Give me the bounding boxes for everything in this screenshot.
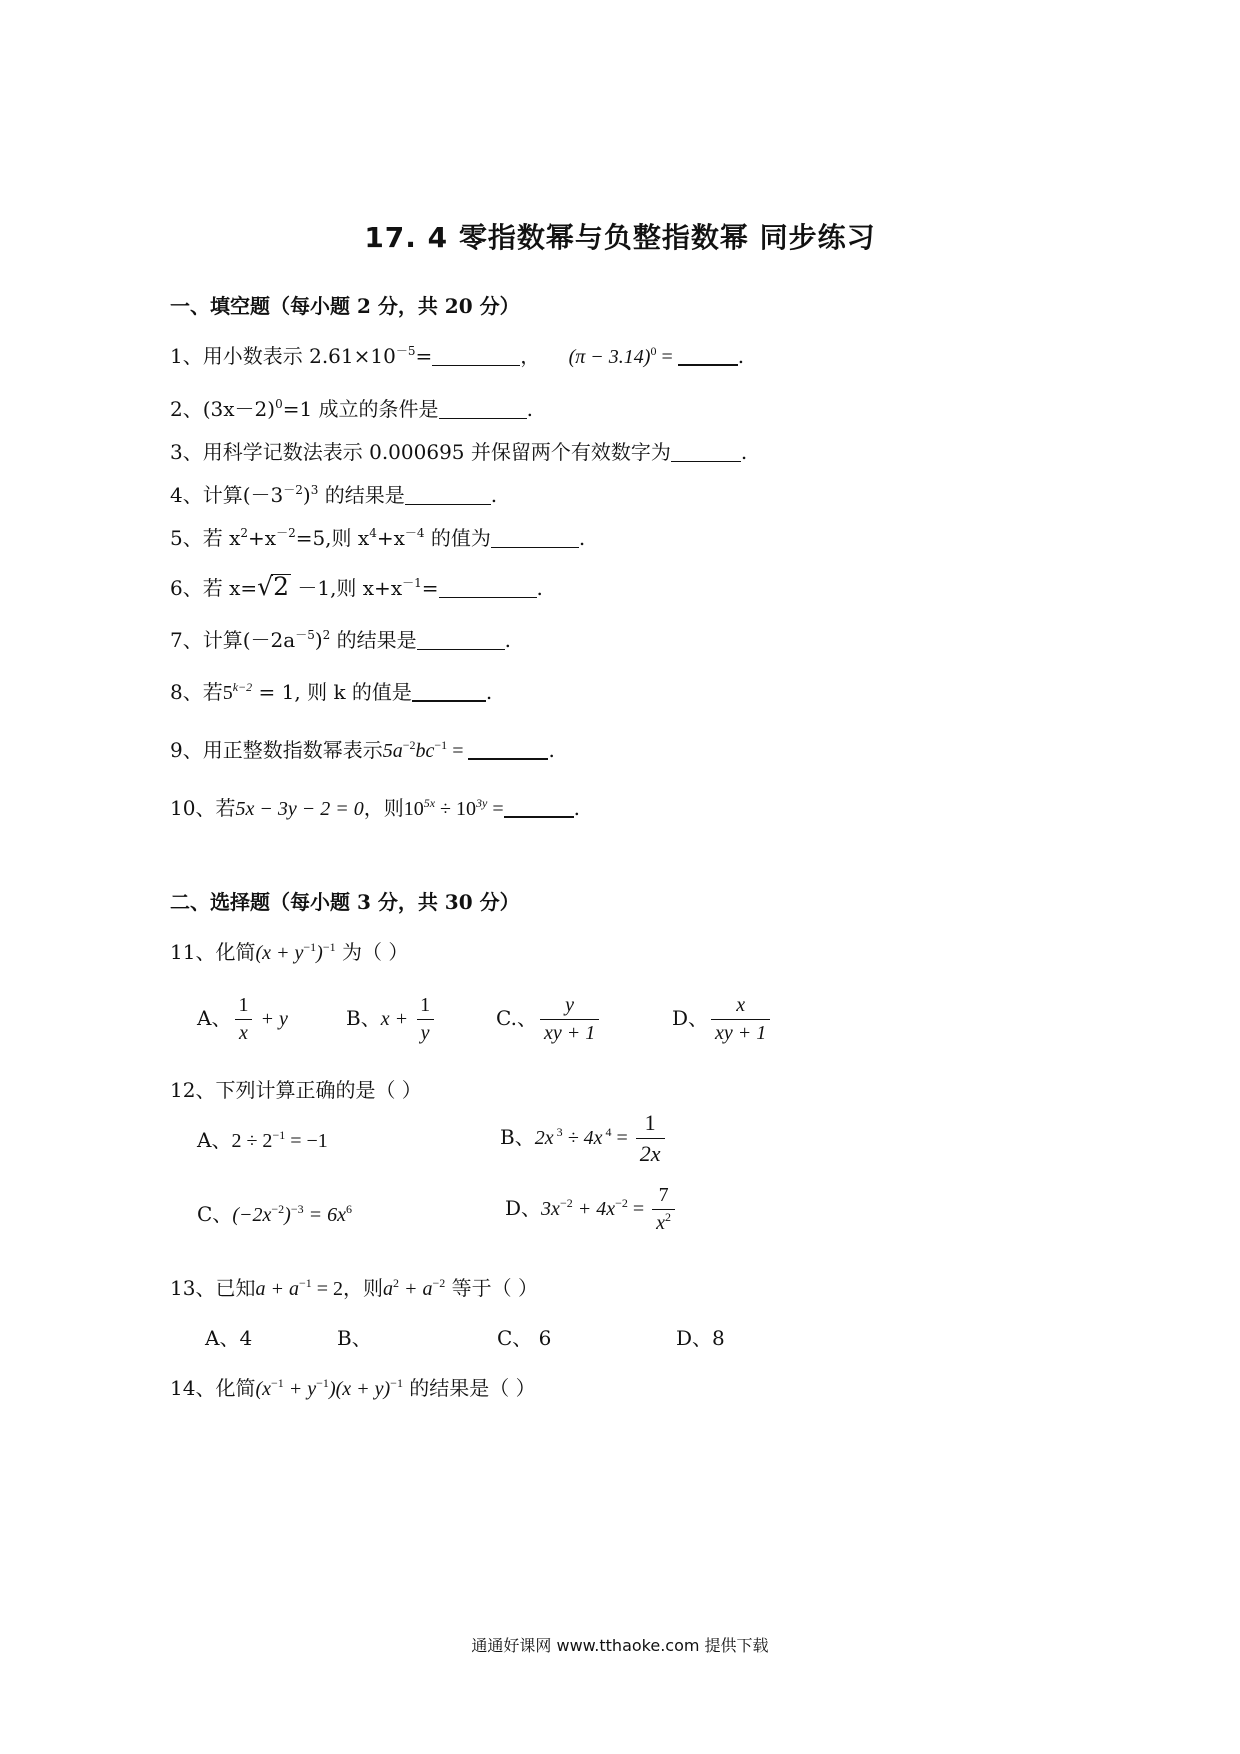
option-label: C.、 [496, 1006, 537, 1030]
option-13-c[interactable]: C、 6 [497, 1326, 552, 1350]
fraction [234, 994, 252, 1045]
answer-blank[interactable] [468, 740, 548, 760]
question-number: 13、 [170, 1276, 216, 1300]
exponent: −1 [322, 940, 336, 955]
answer-blank[interactable] [678, 346, 738, 366]
question-text: 的结果是 [330, 628, 417, 652]
question-number: 1、 [170, 344, 203, 368]
answer-blank[interactable] [417, 631, 505, 650]
denominator: y [417, 1019, 434, 1045]
page-title: 17. 4 零指数幂与负整指数幂 同步练习 [364, 221, 876, 254]
question-number: 4、 [170, 483, 203, 507]
option-label: B、 [346, 1006, 381, 1030]
section-choice-heading: 二、选择题（每小题 3 分，共 30 分） [170, 890, 520, 914]
question-text: 若 [202, 680, 223, 704]
question-5 [170, 522, 585, 551]
exponent: −2 [271, 1202, 285, 1217]
question-text: 的结果是（ ） [402, 1376, 536, 1400]
exponent: 4 [602, 1125, 612, 1140]
exponent: −1 [434, 738, 448, 753]
question-number: 12、 [170, 1078, 216, 1102]
question-text: 为（ ） [335, 940, 409, 964]
exponent: －5 [395, 344, 416, 359]
question-9 [170, 734, 555, 763]
question-number: 9、 [170, 738, 203, 762]
question-text: 的结果是 [318, 483, 405, 507]
question-7 [170, 624, 511, 653]
question-text: 计算(－3 [202, 483, 284, 507]
option-label: C、 [197, 1202, 233, 1226]
option-label: D、 [672, 1006, 709, 1030]
math-expression: 10 [403, 798, 424, 820]
question-text: ，则 [363, 796, 404, 820]
question-text: 用正整数指数幂表示 [202, 738, 383, 762]
question-text: 等于（ ） [445, 1276, 539, 1300]
option-12-a[interactable] [197, 1124, 328, 1153]
question-11 [170, 936, 408, 965]
period: . [536, 576, 543, 600]
question-text: +x [248, 526, 277, 550]
question-number: 2、 [170, 397, 203, 421]
math-equals: = [627, 1198, 650, 1220]
option-13-b[interactable]: B、 [337, 1326, 372, 1350]
math-expression: 10 [456, 798, 477, 820]
exponent: −1 [316, 1376, 329, 1391]
exponent: －2 [276, 526, 296, 541]
option-label: A、 [197, 1006, 232, 1030]
question-number: 3、 [170, 440, 203, 464]
exponent: 3 [553, 1125, 563, 1140]
question-text: 若 x [202, 526, 241, 550]
math-expression: ÷ 4x [562, 1127, 603, 1149]
question-number: 5、 [170, 526, 203, 550]
question-text: +x [376, 526, 405, 550]
period: . [490, 483, 498, 507]
option-label: A、 [197, 1128, 232, 1152]
option-label: D、 [505, 1196, 542, 1220]
math-expression: (−2x [232, 1204, 272, 1226]
exponent: −2 [432, 1276, 446, 1291]
question-number: 11、 [170, 940, 216, 964]
exponent: −3 [290, 1202, 304, 1217]
answer-blank[interactable] [432, 347, 520, 366]
math-expression: 2x [534, 1127, 554, 1149]
math-equals: = [611, 1127, 633, 1149]
answer-blank[interactable] [439, 579, 537, 598]
radicand: 2 [273, 572, 289, 601]
exponent: 4 [369, 526, 377, 541]
numerator: x [736, 994, 746, 1016]
question-number: 7、 [170, 628, 203, 652]
math-expression: a + a [255, 1278, 299, 1300]
question-text: 若 [215, 796, 236, 820]
exponent: 0 [275, 397, 283, 412]
period: . [740, 440, 748, 464]
exponent: 3y [476, 796, 488, 811]
question-13 [170, 1272, 538, 1301]
denominator: xy + 1 [711, 1019, 770, 1045]
denominator: xy + 1 [540, 1019, 599, 1045]
option-12-c[interactable] [197, 1198, 352, 1227]
math-expression: )(x + y) [328, 1378, 391, 1400]
question-6 [170, 572, 543, 601]
question-10 [170, 792, 580, 821]
math-expression: (x + y [255, 942, 304, 964]
exponent: −1 [272, 1128, 286, 1143]
answer-blank[interactable] [504, 798, 574, 818]
denominator [652, 1209, 675, 1235]
math-expression: 3x [541, 1198, 560, 1220]
math-expression: + y [283, 1378, 317, 1400]
denominator-base: x [656, 1212, 666, 1234]
question-number: 6、 [170, 576, 203, 600]
question-2 [170, 393, 533, 422]
numerator: y [565, 994, 575, 1016]
question-text: ) [314, 628, 323, 652]
option-label: B、 [500, 1125, 535, 1149]
exponent: －1 [402, 576, 422, 591]
math-equals: = [487, 798, 504, 820]
exponent: 0 [650, 344, 657, 359]
period: . [504, 628, 511, 652]
exponent: 2 [665, 1210, 672, 1225]
math-expression: a [383, 1278, 394, 1300]
exponent: －4 [404, 526, 425, 541]
question-text: 若 x= [202, 576, 258, 600]
question-text: 用科学记数法表示 0.000695 并保留两个有效数字为 [202, 440, 671, 464]
question-text: ，则 [343, 1276, 384, 1300]
question-text: 化简 [215, 940, 256, 964]
math-expression: ) [316, 942, 323, 964]
question-text: = [415, 344, 433, 368]
question-3 [170, 436, 747, 465]
option-11-c[interactable] [496, 994, 602, 1045]
denominator: x [235, 1019, 252, 1045]
math-expression: = 2 [311, 1278, 344, 1300]
math-expression: 5x − 3y − 2 = 0 [235, 798, 364, 820]
answer-blank[interactable] [405, 486, 491, 505]
answer-blank[interactable] [491, 529, 579, 548]
question-text: (3x－2) [202, 397, 276, 421]
exponent: −2 [559, 1196, 573, 1211]
square-root: √2 [257, 572, 289, 601]
question-text: 已知 [215, 1276, 256, 1300]
question-1 [170, 340, 744, 369]
math-expression: x + [380, 1008, 414, 1030]
exponent: −2 [402, 738, 416, 753]
option-11-a[interactable] [197, 994, 288, 1045]
fraction [416, 994, 434, 1045]
fraction [540, 994, 599, 1045]
section-fill-heading: 一、填空题（每小题 2 分，共 20 分） [170, 294, 520, 318]
question-number: 8、 [170, 680, 203, 704]
numerator: 7 [658, 1184, 669, 1206]
option-11-b[interactable] [346, 994, 437, 1045]
exponent: 6 [345, 1202, 352, 1217]
question-text: －1,则 x+x [290, 576, 403, 600]
exponent: 2 [240, 526, 249, 541]
math-operator: ÷ [435, 798, 457, 820]
math-expression: = 6x [303, 1204, 346, 1226]
question-text: = [421, 576, 439, 600]
math-expression: + 4x [572, 1198, 616, 1220]
fraction [711, 994, 770, 1045]
period: . [485, 680, 493, 704]
fraction [652, 1184, 675, 1235]
question-number: 10、 [170, 796, 216, 820]
period: . [578, 526, 586, 550]
math-expression: 5 [222, 682, 233, 704]
answer-blank[interactable] [439, 400, 527, 419]
question-14 [170, 1372, 536, 1401]
question-text: =5,则 x [295, 526, 370, 550]
fraction [636, 1110, 665, 1167]
question-text: =1 成立的条件是 [282, 397, 439, 421]
question-text: 的值为 [424, 526, 491, 550]
period: . [573, 796, 580, 820]
exponent: 3 [310, 483, 319, 498]
math-expression: ) [284, 1204, 291, 1226]
exponent: −1 [390, 1376, 403, 1391]
option-12-b[interactable] [500, 1110, 668, 1167]
question-4 [170, 479, 497, 508]
math-equals: = [447, 740, 469, 762]
question-number: 14、 [170, 1376, 216, 1400]
math-expression: (π − 3.14) [568, 346, 651, 368]
numerator: 1 [644, 1110, 656, 1135]
exponent: −1 [298, 1276, 312, 1291]
math-expression: + y [255, 1008, 288, 1030]
answer-blank[interactable] [412, 682, 486, 702]
exponent: －2 [283, 483, 303, 498]
question-text: 计算(－2a [202, 628, 296, 652]
exponent: 2 [322, 628, 331, 643]
answer-blank[interactable] [671, 443, 741, 462]
math-equals: = [656, 346, 678, 368]
question-12 [170, 1074, 422, 1103]
exponent: 2 [393, 1276, 400, 1291]
math-expression: + a [399, 1278, 433, 1300]
question-text: = 1, 则 k 的值是 [252, 680, 412, 704]
separator: ， [520, 344, 541, 368]
exponent: －5 [295, 628, 315, 643]
question-8 [170, 676, 492, 705]
math-expression: (x [255, 1378, 271, 1400]
option-11-d[interactable] [672, 994, 773, 1045]
period: . [526, 397, 533, 421]
option-12-d[interactable] [505, 1184, 678, 1235]
math-expression: 5a [382, 740, 403, 762]
page-footer: 通通好课网 www.tthaoke.com 提供下载 [471, 1636, 769, 1655]
period: . [737, 344, 745, 368]
numerator: 1 [420, 994, 431, 1016]
question-text: ) [302, 483, 311, 507]
question-text: 下列计算正确的是（ ） [215, 1078, 422, 1102]
math-expression: = −1 [285, 1130, 328, 1152]
option-13-d[interactable]: D、8 [676, 1326, 725, 1350]
period: . [548, 738, 555, 762]
denominator: 2x [636, 1138, 665, 1167]
numerator: 1 [238, 994, 249, 1016]
exponent: −2 [615, 1196, 628, 1211]
math-expression: 2 ÷ 2 [231, 1130, 273, 1152]
question-text: 用小数表示 2.61×10 [202, 344, 396, 368]
exponent: −1 [271, 1376, 284, 1391]
exponent: k−2 [232, 680, 253, 695]
question-text: 化简 [215, 1376, 256, 1400]
exponent: −1 [303, 940, 317, 955]
math-expression: bc [415, 740, 435, 762]
exponent: 5x [423, 796, 436, 811]
option-13-a[interactable]: A、4 [205, 1326, 253, 1350]
